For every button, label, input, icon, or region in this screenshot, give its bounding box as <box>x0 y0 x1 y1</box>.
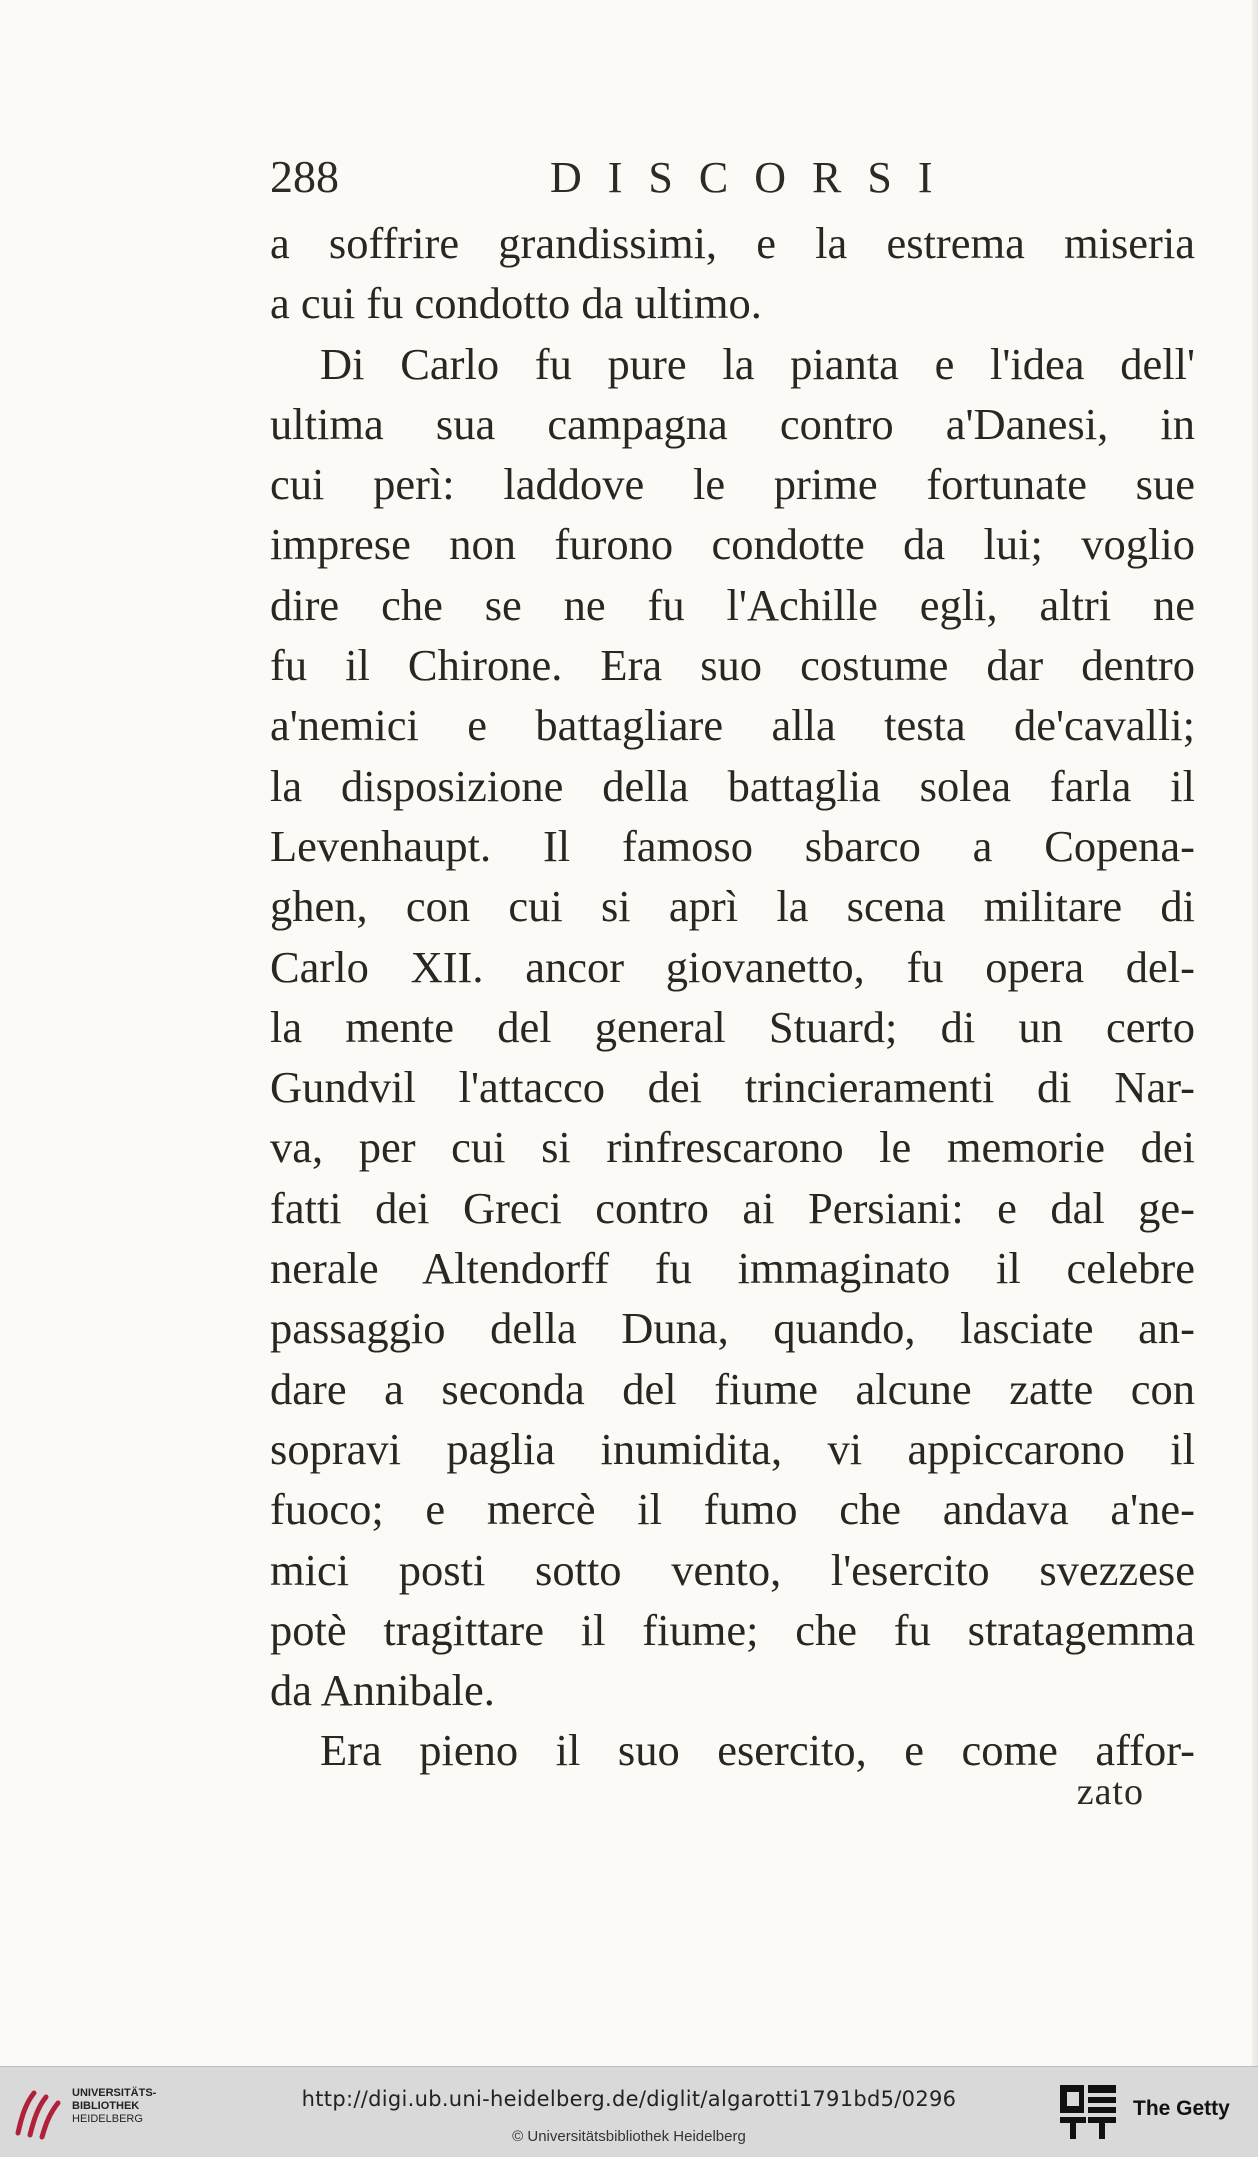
copyright-notice: © Universitätsbibliothek Heidelberg <box>512 2128 746 2145</box>
getty-logo-icon <box>1058 2081 1120 2143</box>
text-line: a'nemici e battagliare alla testa de'cavalli; <box>270 700 1195 751</box>
catchword: zato <box>1076 1771 1144 1813</box>
text-line: nerale Altendorff fu immaginato il celebre <box>270 1243 1195 1294</box>
text-line: da Annibale. <box>270 1665 495 1716</box>
text-line: ghen, con cui si aprì la scena militare di <box>270 881 1195 932</box>
library-name-line: HEIDELBERG <box>72 2113 143 2125</box>
permalink-url[interactable]: http://digi.ub.uni-heidelberg.de/diglit/algarotti1791bd5/0296 <box>301 2087 957 2111</box>
text-line: va, per cui si rinfrescarono le memorie dei <box>270 1122 1195 1173</box>
page-header <box>270 150 1200 210</box>
text-line: imprese non furono condotte da lui; voglio <box>270 519 1195 570</box>
text-line: fuoco; e mercè il fumo che andava a'ne- <box>270 1484 1195 1535</box>
text-line: Levenhaupt. Il famoso sbarco a Copena- <box>270 820 1195 871</box>
text-line: mici posti sotto vento, l'esercito svezzese <box>270 1544 1195 1595</box>
text-line: ultima sua campagna contro a'Danesi, in <box>270 398 1195 449</box>
text-line: dire che se ne fu l'Achille egli, altri ne <box>270 579 1195 630</box>
text-line: dare a seconda del fiume alcune zatte con <box>270 1363 1195 1414</box>
running-head: DISCORSI <box>550 153 959 202</box>
text-line: fatti dei Greci contro ai Persiani: e dal ge- <box>270 1182 1195 1233</box>
page-number: 288 <box>270 151 339 202</box>
text-line: cui perì: laddove le prime fortunate sue <box>270 459 1195 510</box>
text-line: Era pieno il suo esercito, e come affor- <box>320 1725 1195 1776</box>
text-line: la disposizione della battaglia solea farla il <box>270 760 1195 811</box>
text-line: potè tragittare il fiume; che fu stratagemma <box>270 1604 1195 1655</box>
library-name-line: BIBLIOTHEK <box>72 2100 140 2112</box>
body-text <box>270 213 1195 1781</box>
text-line: a soffrire grandissimi, e la estrema miseria <box>270 218 1195 268</box>
text-line: Carlo XII. ancor giovanetto, fu opera del- <box>270 941 1195 992</box>
text-line: fu il Chirone. Era suo costume dar dentro <box>270 640 1195 691</box>
footer-bar <box>0 2066 1258 2157</box>
library-name-line: UNIVERSITÄTS- <box>72 2087 157 2099</box>
text-line: passaggio della Duna, quando, lasciate an- <box>270 1303 1195 1354</box>
text-line: a cui fu condotto da ultimo. <box>270 278 762 329</box>
text-line: la mente del general Stuard; di un certo <box>270 1001 1195 1052</box>
text-line: Di Carlo fu pure la pianta e l'idea dell' <box>320 338 1195 389</box>
text-line: sopravi paglia inumidita, vi appiccarono il <box>270 1423 1195 1474</box>
page-edge <box>1252 0 1258 2066</box>
text-line: Gundvil l'attacco dei trincieramenti di Nar- <box>270 1062 1195 1113</box>
getty-name: The Getty <box>1133 2097 1230 2120</box>
